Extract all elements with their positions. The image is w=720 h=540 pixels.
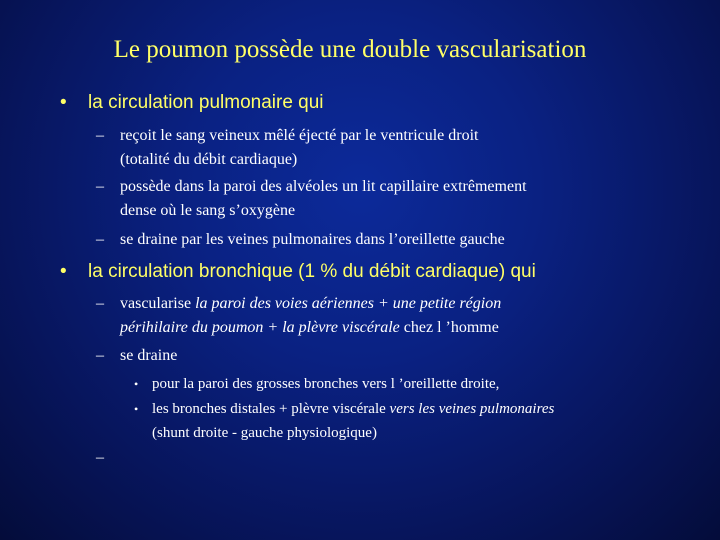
bullet-marker: •	[60, 261, 67, 282]
sub-bullet-marker: •	[134, 402, 139, 416]
dash-marker: –	[96, 347, 104, 364]
draine-sub-1-text: pour la paroi des grosses bronches vers l ’oreillette droite,	[152, 376, 500, 392]
pulm-item-2-line2: dense où le sang s’oxygène	[120, 202, 296, 219]
pulm-item-1-line2: (totalité du débit cardiaque)	[120, 151, 298, 168]
vasc-suffix: chez l ’homme	[399, 319, 499, 336]
bullet-marker: •	[60, 92, 67, 113]
dash-marker: –	[96, 449, 104, 466]
dash-marker: –	[96, 231, 104, 248]
vasc-italic-1: la paroi des voies aériennes + une petite région	[195, 295, 502, 312]
dash-marker: –	[96, 127, 104, 144]
vasc-prefix: vascularise	[120, 295, 196, 312]
pulm-item-3-line1: se draine par les veines pulmonaires dans l’oreillette gauche	[120, 231, 505, 248]
pulmonary-label: la circulation pulmonaire qui	[88, 92, 324, 113]
bronchial-label: la circulation bronchique (1 % du débit cardiaque) qui	[88, 261, 536, 282]
vasc-line2	[120, 316, 499, 340]
pulm-item-1-line1: reçoit le sang veineux mêlé éjecté par le ventricule droit	[120, 127, 479, 144]
vasc-line1	[120, 292, 501, 316]
draine-sub-2-line1	[152, 397, 554, 421]
dash-marker: –	[96, 178, 104, 195]
sub-bullet-marker: •	[134, 377, 139, 391]
draine-sub-2-plain: les bronches distales + plèvre viscérale	[152, 401, 390, 417]
slide-title: Le poumon possède une double vascularisation	[113, 36, 587, 63]
dash-marker: –	[96, 295, 104, 312]
vasc-italic-2: périhilaire du poumon + la plèvre viscérale	[120, 319, 400, 336]
pulm-item-2-line1: possède dans la paroi des alvéoles un lit capillaire extrêmement	[120, 178, 527, 195]
draine-text: se draine	[120, 347, 178, 364]
draine-sub-2-line2: (shunt droite - gauche physiologique)	[152, 425, 377, 441]
draine-sub-2-italic: vers les veines pulmonaires	[389, 401, 555, 417]
